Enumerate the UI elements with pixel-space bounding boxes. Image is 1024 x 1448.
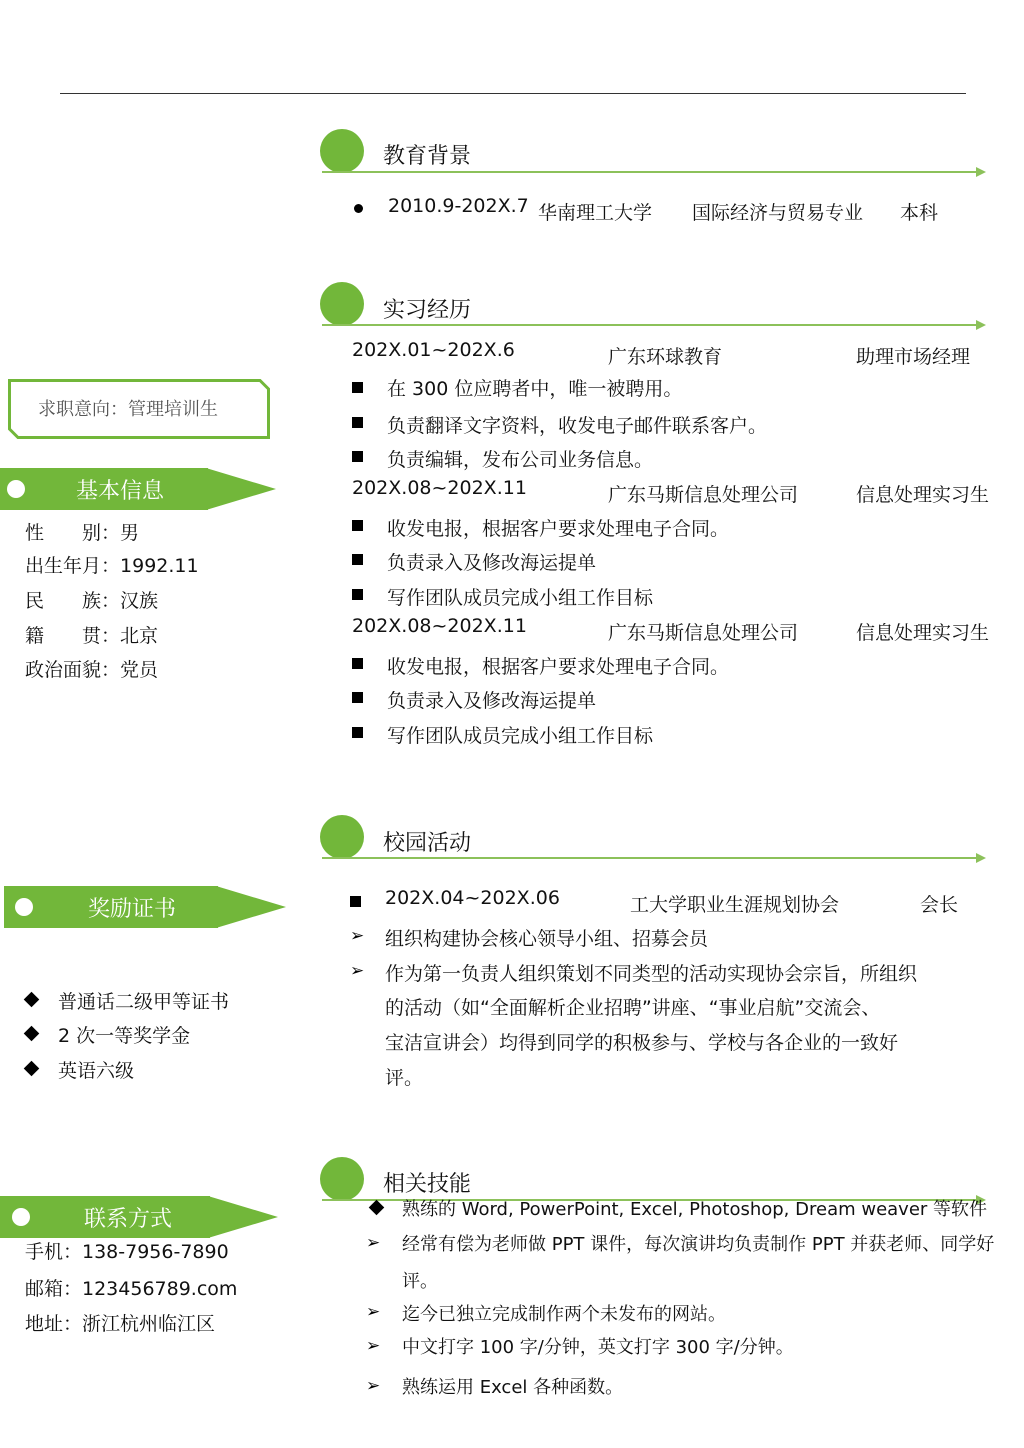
job-period: 202X.08~202X.11: [352, 615, 527, 637]
award-item: 2 次一等奖学金: [58, 1025, 191, 1047]
section-circle-icon: [320, 282, 364, 326]
dot-bullet-icon: [354, 204, 363, 213]
job-company: 广东环球教育: [608, 346, 723, 368]
job-duty: 写作团队成员完成小组工作目标: [387, 725, 654, 747]
campus-org: 工大学职业生涯规划协会: [630, 894, 840, 916]
square-bullet-icon: [352, 417, 363, 428]
diamond-bullet-icon: [24, 1026, 40, 1042]
campus-role: 会长: [920, 894, 959, 916]
campus-para-line: 的活动（如“全面解析企业招聘”讲座、“事业启航”交流会、: [385, 997, 881, 1019]
top-divider: [60, 93, 966, 94]
job-period: 202X.08~202X.11: [352, 477, 527, 499]
section-divider: [322, 324, 980, 326]
section-circle-icon: [320, 815, 364, 859]
square-bullet-icon: [352, 727, 363, 738]
skill-item: 经常有偿为老师做 PPT 课件，每次演讲均负责制作 PPT 并获老师、同学好: [402, 1234, 995, 1255]
square-bullet-icon: [352, 658, 363, 669]
square-bullet-icon: [352, 554, 363, 565]
square-bullet-icon: [352, 589, 363, 600]
diamond-bullet-icon: [369, 1200, 385, 1216]
square-bullet-icon: [350, 896, 361, 907]
job-duty: 负责录入及修改海运提单: [387, 552, 597, 574]
info-row-political: 政治面貌：党员: [25, 659, 159, 681]
basic-info-title: 基本信息: [76, 479, 165, 504]
education-degree: 本科: [900, 202, 939, 224]
campus-title: 校园活动: [383, 831, 472, 856]
contact-email: 邮箱：123456789.com: [25, 1278, 238, 1300]
skill-item: 熟练的 Word, PowerPoint, Excel, Photoshop, Dream weaver 等软件: [402, 1199, 988, 1220]
campus-para-line: 宝洁宣讲会）均得到同学的积极参与、学校与各企业的一致好: [385, 1032, 899, 1054]
arrow-bullet-icon: ➢: [350, 961, 365, 981]
education-school: 华南理工大学: [538, 202, 653, 224]
arrow-right-icon: [976, 853, 986, 863]
job-period: 202X.01~202X.6: [352, 339, 515, 361]
job-role: 信息处理实习生: [856, 622, 990, 644]
skill-item-cont: 评。: [402, 1271, 438, 1292]
contact-address: 地址：浙江杭州临江区: [25, 1313, 216, 1335]
skill-item: 熟练运用 Excel 各种函数。: [402, 1377, 624, 1398]
section-circle-icon: [320, 1157, 364, 1201]
contact-phone: 手机：138-7956-7890: [25, 1241, 229, 1263]
job-duty: 负责翻译文字资料，收发电子邮件联系客户。: [387, 415, 768, 437]
arrow-right-icon: [976, 167, 986, 177]
job-company: 广东马斯信息处理公司: [608, 622, 799, 644]
skills-title: 相关技能: [383, 1172, 472, 1197]
campus-para-line: 作为第一负责人组织策划不同类型的活动实现协会宗旨，所组织: [385, 963, 918, 985]
diamond-bullet-icon: [24, 1061, 40, 1077]
job-duty: 写作团队成员完成小组工作目标: [387, 587, 654, 609]
job-duty: 负责编辑，发布公司业务信息。: [387, 449, 654, 471]
internship-title: 实习经历: [383, 298, 472, 323]
job-role: 信息处理实习生: [856, 484, 990, 506]
education-title: 教育背景: [383, 144, 472, 169]
job-duty: 收发电报，根据客户要求处理电子合同。: [387, 518, 730, 540]
basic-info-banner: [0, 468, 280, 510]
awards-banner: [4, 886, 290, 928]
job-duty: 负责录入及修改海运提单: [387, 690, 597, 712]
job-duty: 在 300 位应聘者中，唯一被聘用。: [387, 378, 683, 400]
section-circle-icon: [320, 129, 364, 173]
arrow-bullet-icon: ➢: [366, 1302, 381, 1322]
campus-item: 组织构建协会核心领导小组、招募会员: [385, 928, 709, 950]
award-item: 英语六级: [58, 1060, 135, 1082]
campus-period: 202X.04~202X.06: [385, 887, 560, 909]
info-row-birth: 出生年月：1992.11: [25, 555, 199, 577]
arrow-bullet-icon: ➢: [350, 926, 365, 946]
contact-title: 联系方式: [84, 1207, 173, 1232]
education-period: 2010.9-202X.7: [388, 195, 529, 217]
square-bullet-icon: [352, 520, 363, 531]
contact-banner: [0, 1196, 282, 1238]
info-row-ethnicity: 民 族：汉族: [25, 590, 159, 612]
square-bullet-icon: [352, 382, 363, 393]
arrow-bullet-icon: ➢: [366, 1233, 381, 1253]
education-major: 国际经济与贸易专业: [692, 202, 864, 224]
info-row-origin: 籍 贯：北京: [25, 625, 159, 647]
section-divider: [322, 171, 980, 173]
square-bullet-icon: [352, 692, 363, 703]
square-bullet-icon: [352, 451, 363, 462]
campus-para-line: 评。: [385, 1067, 424, 1089]
award-item: 普通话二级甲等证书: [58, 991, 230, 1013]
job-role: 助理市场经理: [856, 346, 971, 368]
diamond-bullet-icon: [24, 992, 40, 1008]
section-divider: [322, 857, 980, 859]
job-duty: 收发电报，根据客户要求处理电子合同。: [387, 656, 730, 678]
job-goal: 求职意向：管理培训生: [38, 399, 218, 420]
arrow-bullet-icon: ➢: [366, 1376, 381, 1396]
skill-item: 迄今已独立完成制作两个未发布的网站。: [402, 1304, 726, 1325]
arrow-right-icon: [976, 320, 986, 330]
arrow-bullet-icon: ➢: [366, 1336, 381, 1356]
awards-title: 奖励证书: [88, 897, 177, 922]
skill-item: 中文打字 100 字/分钟，英文打字 300 字/分钟。: [402, 1337, 794, 1358]
job-company: 广东马斯信息处理公司: [608, 484, 799, 506]
info-row-gender: 性 别：男: [25, 522, 140, 544]
